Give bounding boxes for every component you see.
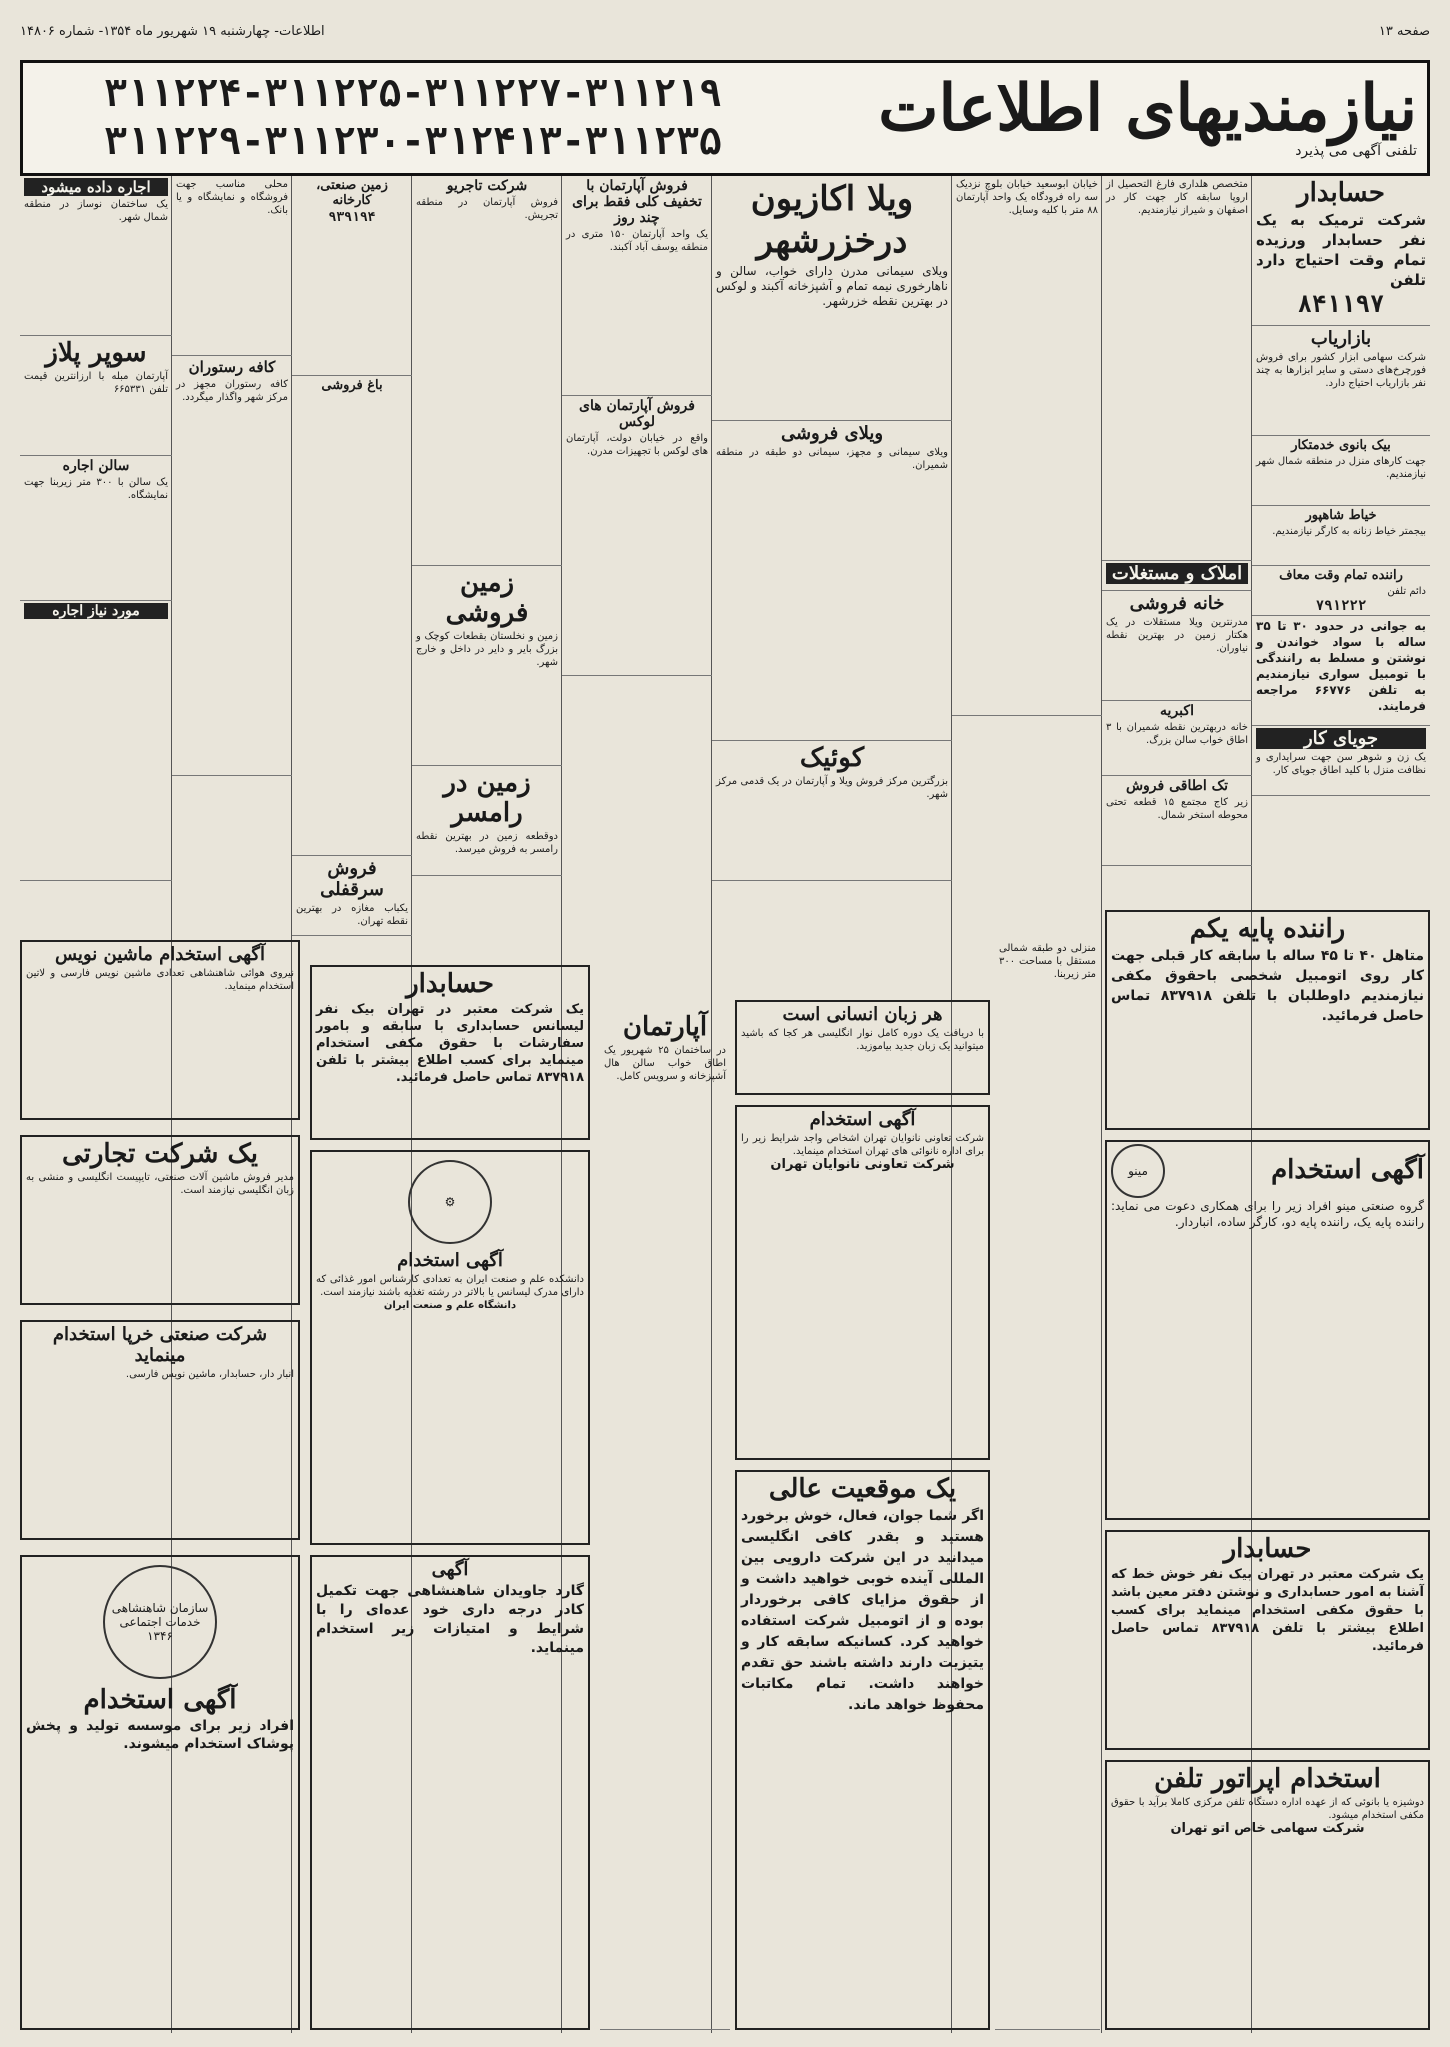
ad-body: بزرگترین مرکز فروش ویلا و آپارتمان در یک قدمی مرکز شهر.: [716, 776, 948, 800]
ad-title: یک موقعیت عالی: [768, 1474, 957, 1504]
ad-body: متاهل ۴۰ تا ۴۵ ساله با سابقه کار قبلی جهت کار روی اتومبیل شخصی باحقوق مکفی نیازمندیم داوطلبان با تلفن ۸۳۷۹۱۸ تماس حاصل فرمائید.: [1111, 948, 1425, 1024]
ad-body: زمین و نخلستان بقطعات کوچک و بزرگ بایر و دایر در داخل و خارج شهر.: [416, 631, 558, 668]
ad-title: سالن اجاره: [62, 458, 130, 474]
ad-footer: دانشگاه علم و صنعت ایران: [383, 1300, 517, 1311]
ad-body: یک سالن با ۳۰۰ متر زیربنا جهت نمایشگاه.: [24, 477, 169, 501]
page-header: [20, 20, 1430, 42]
ad-sarghelli: [292, 856, 412, 936]
ad-body: به جوانی در حدود ۳۰ تا ۳۵ ساله با سواد خواندن و نوشتن و مسلط به رانندگی با تومبیل سواری نیازمندیم به تلفن ۶۶۷۷۶ مراجعه فرمایند.: [1256, 619, 1426, 713]
ad-title: آگهی: [431, 1559, 469, 1580]
ad-title: راننده تمام وقت معاف: [1279, 568, 1403, 583]
ad-footer: شرکت سهامی خاص اتو تهران: [1170, 1821, 1365, 1836]
ad-villa-khazarshahr: [712, 176, 952, 421]
ad-body: ویلای سیمانی و مجهز، سیمانی دو طبقه در منطقه شمیران.: [716, 447, 948, 471]
ad-body: یک واحد آپارتمان ۱۵۰ متری در منطقه یوسف آباد آکبند.: [566, 229, 709, 253]
ad-title: املاک و مستغلات: [1106, 563, 1248, 584]
ad-body: در ساختمان ۲۵ شهریور یک اطاق خواب سالن هال آشپزخانه و سرویس کامل.: [604, 1045, 726, 1082]
ad-body: شرکت ترمیک به یک نفر حسابدار ورزیده تمام وقت احتیاج دارد تلفن: [1256, 211, 1426, 289]
ad-employment-minoo: [1105, 1140, 1430, 1520]
banner-phones-row2: ۳۱۱۲۲۹-۳۱۱۲۳۰-۳۱۲۴۱۳-۳۱۱۲۳۵: [104, 119, 722, 163]
ad-title: حسابدار: [1223, 1534, 1312, 1564]
ad-title: کافه رستوران: [188, 358, 276, 376]
ad-cafe: [172, 356, 292, 776]
ad-body: افراد زیر برای موسسه تولید و پخش پوشاک استخدام میشوند.: [26, 1718, 294, 1752]
ad-column-misc: [995, 940, 1100, 2030]
ad-title: زمین صنعتی، کارخانه: [316, 178, 388, 208]
university-logo-icon: ⚙: [408, 1160, 492, 1244]
ad-akbariyeh: [1102, 701, 1252, 776]
ad-body: دوشیزه یا بانوئی که از عهده اداره دستگاه تلفن مرکزی کاملا برآید با حقوق مکفی استخدام میشود.: [1111, 1797, 1424, 1821]
ad-title: آگهی استخدام: [83, 1685, 237, 1715]
ad-land-sale: [412, 566, 562, 766]
ad-phone: ۷۹۱۲۲۲: [1315, 598, 1367, 614]
ad-title: خیاط شاهپور: [1305, 508, 1377, 523]
ad-body: آپارتمان مبله با ارزانترین قیمت تلفن ۶۶۵۳۳۱: [24, 371, 168, 395]
ad-title: حسابدار: [406, 969, 494, 999]
banner-title: نیازمندیهای اطلاعات: [878, 71, 1417, 146]
ad-driver-first-class: [1105, 910, 1430, 1130]
ad-body: یک ساختمان نوساز در منطقه شمال شهر.: [24, 199, 168, 223]
ad-single-room: [1102, 776, 1252, 866]
ad-title: حسابدار: [1297, 178, 1385, 208]
ad-body: گروه صنعتی مینو افراد زیر را برای همکاری دعوت می نماید: راننده پایه یک، راننده پایه دو، کارگر ساده، انباردار.: [1111, 1199, 1424, 1229]
ad-title: جویای کار: [1256, 728, 1426, 749]
ad-body: گارد جاویدان شاهنشاهی جهت تکمیل کادر درجه داری خود عده‌ای را با شرایط و امتیازات زیر استخدام مینماید.: [316, 1583, 584, 1656]
ad-body: فروش آپارتمان در منطقه تجریش.: [416, 197, 558, 221]
ad-english: [735, 1000, 990, 1095]
ad-title: فروش آپارتمان با تخفیف کلی فقط برای چند روز: [572, 178, 702, 226]
ad-garden-sale: [292, 376, 412, 856]
ad-body: انبار دار، حسابدار، ماشین نویس فارسی.: [125, 1369, 294, 1380]
ad-apartment-big: [600, 1010, 730, 2030]
ad-house-sale: [1102, 591, 1252, 701]
ad-ramsar: [412, 766, 562, 876]
ad-needed-rent: [20, 601, 172, 881]
ad-body: شرکت سهامی ابزار کشور برای فروش فورچرخ‌های دستی و سایر ابزارها به چند نفر بازاریاب احتیاج دارد.: [1256, 352, 1426, 389]
ad-tailor: [1252, 506, 1430, 566]
ad-employment-bakery: [735, 1105, 990, 1460]
ad-rent-hall: [20, 456, 172, 601]
ad-title: آپارتمان: [622, 1012, 708, 1042]
ad-body: خانه دربهترین نقطه شمیران با ۳ اطاق خواب سالن بزرگ.: [1106, 722, 1248, 746]
ad-rent-given: [20, 176, 172, 336]
ad-great-position: [735, 1470, 990, 2030]
ad-super-plaza: [20, 336, 172, 456]
minoo-header: [1111, 1144, 1424, 1198]
ad-social-services: [20, 1555, 300, 2030]
ad-body: شرکت تعاونی نانوایان تهران اشخاص واجد شرایط زیر را برای اداره نانوائی های تهران استخدام مینماید.: [741, 1133, 984, 1157]
ad-guard: [310, 1555, 590, 2030]
ad-body: متخصص هلداری فارغ التحصیل از اروپا سابقه کار جهت کار در اصفهان و شیراز نیازمندیم.: [1106, 179, 1248, 216]
banner-phones: [33, 69, 793, 165]
ad-misc-col2: [1102, 176, 1252, 561]
ad-body: دائم تلفن: [1387, 586, 1426, 597]
ad-accountant-mid: [310, 965, 590, 1140]
ad-title: آگهی استخدام: [1271, 1155, 1424, 1185]
ad-accountant-top: [1252, 176, 1430, 326]
ad-job-seek: [1252, 726, 1430, 796]
ad-kiosk: [712, 741, 952, 881]
ad-body: بیجمتر خیاط زنانه به کارگر نیازمندیم.: [1272, 526, 1426, 537]
ad-body: دوقطعه زمین در بهترین نقطه رامسر به فروش میرسد.: [416, 831, 558, 855]
banner-subtitle: تلفنی آگهی می پذیرد: [1295, 143, 1417, 159]
ad-title: بیک بانوی خدمتکار: [1291, 438, 1391, 453]
ad-body: کافه رستوران مجهز در مرکز شهر واگذار میگردد.: [176, 379, 288, 403]
ad-body: منزلی دو طبقه شمالی مستقل با مساحت ۳۰۰ متر زیربنا.: [999, 943, 1096, 980]
ad-title: بازاریاب: [1310, 328, 1372, 349]
ad-title: اجاره داده میشود: [24, 178, 168, 196]
ad-body: زیر کاج مجتمع ۱۵ قطعه تحتی محوطه استخر شمال.: [1106, 797, 1248, 821]
ad-phone: ۸۴۱۱۹۷: [1297, 290, 1385, 318]
ad-title: شرکت تاجریو: [446, 178, 528, 194]
ad-footer: شرکت تعاونی نانوایان تهران: [770, 1157, 955, 1172]
ad-body: واقع در خیابان دولت، آپارتمان های لوکس با تجهیزات مدرن.: [566, 433, 708, 457]
ad-body: اگر شما جوان، فعال، خوش برخورد هستید و بقدر کافی انگلیسی میدانید در این شرکت دارویی بین المللی آینده خوبی خواهید داشت و از حقوق مزایای کافی برخوردار بوده و از اتومبیل شرکت استفاده خواهید کرد. کسانیکه سابقه کار و یتیزیت دارند داشته باشند حق تقدم خواهند داشت. تمام مکاتبات محفوظ خواهد ماند.: [741, 1508, 984, 1713]
classifieds-banner: [20, 60, 1430, 176]
ad-title: سوپر پلاز: [45, 338, 147, 368]
ad-villa-sale: [712, 421, 952, 741]
ad-body: یک شرکت معتبر در تهران بیک نفر خوش خط که آشنا به امور حسابداری و نوشتن دفتر معین باشد با حقوق مکفی استخدام مینماید برای کسب اطلاع بیشتر با تلفن ۸۳۷۹۱۸ تماس حاصل فرمائید.: [1111, 1567, 1424, 1654]
ad-university: [310, 1150, 590, 1545]
ad-title: تک اطاقی فروش: [1125, 778, 1229, 794]
ad-body: محلی مناسب جهت فروشگاه و نمایشگاه و یا بانک.: [176, 179, 288, 216]
ad-title: استخدام اپراتور تلفن: [1154, 1764, 1381, 1794]
ad-title: خانه فروشی: [1129, 593, 1225, 614]
ad-title: فروش آپارتمان های لوکس: [579, 398, 695, 430]
ad-real-estate-header: [1102, 561, 1252, 591]
ad-title: آگهی استخدام ماشین نویس: [54, 944, 265, 965]
ad-body: یک شرکت معتبر در تهران بیک نفر لیسانس حسابداری با سابقه و بامور سفارشات با حقوق مکفی استخدام مینماید برای کسب اطلاع بیشتر با تلفن ۸۳۷۹۱۸ تماس حاصل فرمائید.: [316, 1002, 584, 1085]
ad-title: آگهی استخدام: [809, 1109, 916, 1130]
page-number: صفحه ۱۳: [1378, 23, 1430, 39]
ad-body: ویلای سیمانی مدرن دارای خواب، سالن و ناهارخوری نیمه تمام و آشپزخانه آکبند و لوکس در بهترین نقطه خزرشهر.: [716, 264, 948, 308]
ad-body: مدرنترین ویلا مستقلات در یک هکتار زمین در بهترین نقطه نیاوران.: [1106, 617, 1248, 654]
ad-apartment-luxury: [562, 396, 712, 676]
ad-title: آگهی استخدام: [397, 1250, 503, 1271]
ad-trading-co: [20, 1135, 300, 1305]
ad-title: زمین فروشی: [445, 568, 529, 628]
ad-body: یکباب مغازه در بهترین نقطه تهران.: [296, 903, 408, 927]
ad-tajrish: [412, 176, 562, 566]
ad-lady-servant: [1252, 436, 1430, 506]
minoo-logo: مینو: [1111, 1144, 1165, 1198]
ad-apartment-discount: [562, 176, 712, 396]
ad-body: نیروی هوائی شاهنشاهی تعدادی ماشین نویس فارسی و لاتین استخدام مینماید.: [26, 968, 294, 992]
ad-body: جهت کارهای منزل در منطقه شمال شهر نیازمندیم.: [1256, 456, 1426, 480]
ad-title: شرکت صنعتی خرپا استخدام مینماید: [52, 1324, 268, 1366]
ad-phone: ۹۳۹۱۹۴: [328, 210, 376, 225]
ad-title: اکبریه: [1160, 703, 1194, 719]
ad-body: خیابان ابوسعید خیابان بلوچ نزدیک سه راه فرودگاه یک واحد آپارتمان ۸۸ متر با کلیه وسایل.: [956, 179, 1098, 216]
ad-title: یک شرکت تجارتی: [61, 1139, 259, 1169]
ad-shop-col8: [172, 176, 292, 356]
ad-title: راننده پایه یکم: [1189, 914, 1346, 944]
ad-title: فروش سرقفلی: [320, 858, 384, 900]
ad-accountant-bottom: [1105, 1530, 1430, 1750]
ad-title: ویلای فروشی: [780, 423, 884, 444]
ad-industrial-co: [20, 1320, 300, 1540]
ad-typist: [20, 940, 300, 1120]
ad-body: مدیر فروش ماشین آلات صنعتی، تایپیست انگلیسی و منشی به زبان انگلیسی نیازمند است.: [26, 1172, 294, 1196]
ad-body: یک زن و شوهر سن جهت سرایداری و نظافت منزل با کلید اطاق جویای کار.: [1256, 752, 1426, 776]
ad-title: کوئیک: [799, 743, 865, 773]
ad-title: مورد نیاز اجاره: [24, 603, 168, 619]
ad-title: هر زبان انسانی است: [782, 1004, 943, 1025]
issue-line: اطلاعات- چهارشنبه ۱۹ شهریور ماه ۱۳۵۴- شماره ۱۴۸۰۶: [20, 23, 325, 39]
ad-taxi-driver: [1252, 566, 1430, 616]
ad-phone-operator: [1105, 1760, 1430, 2030]
ad-body: دانشکده علم و صنعت ایران به تعدادی کارشناس امور غذائی که دارای مدرک لیسانس یا بالاتر در رشته تغذیه باشند نیازمند است.: [316, 1274, 584, 1298]
ad-misc-col3: [952, 176, 1102, 716]
ad-title: باغ فروشی: [321, 378, 383, 393]
banner-phones-row1: ۳۱۱۲۲۴-۳۱۱۲۲۵-۳۱۱۲۲۷-۳۱۱۲۱۹: [104, 71, 722, 115]
ad-young-women: [1252, 616, 1430, 726]
social-services-logo: سازمان شاهنشاهی خدمات اجتماعی ۱۳۴۶: [103, 1565, 217, 1679]
ad-body: با دریافت یک دوره کامل نوار انگلیسی هر کجا که باشید میتوانید یک زبان جدید بیاموزید.: [741, 1028, 984, 1052]
ad-title: ویلا اکازیون درخزرشهر: [750, 179, 914, 261]
ad-marketer: [1252, 326, 1430, 436]
ad-title: زمین در رامسر: [443, 768, 531, 828]
ad-land-industrial: [292, 176, 412, 376]
